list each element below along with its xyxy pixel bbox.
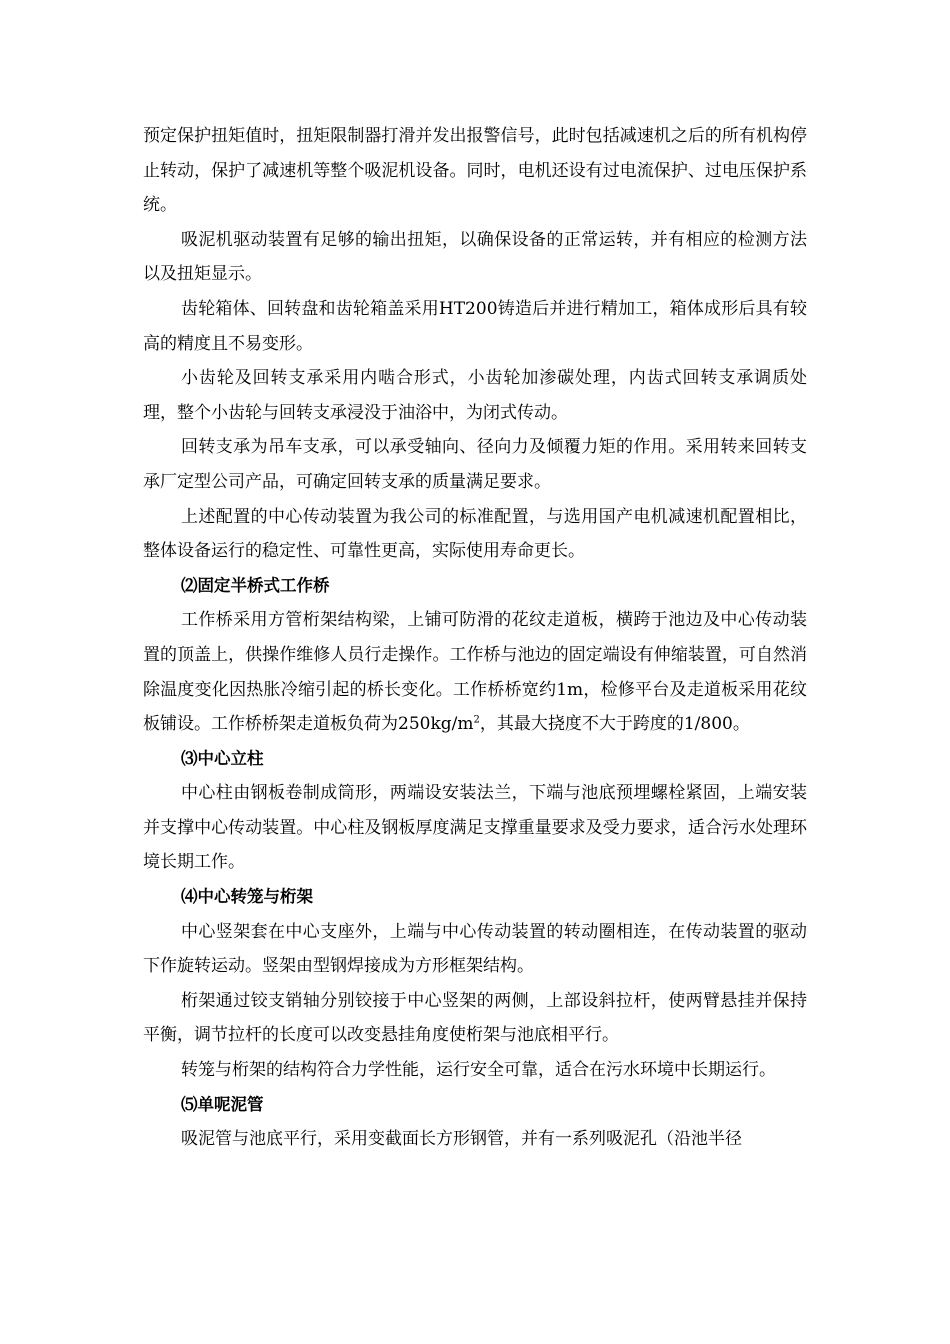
section-heading: ⑵固定半桥式工作桥 xyxy=(181,575,330,595)
section-heading: ⑶中心立柱 xyxy=(181,748,264,768)
paragraph: 齿轮箱体、回转盘和齿轮箱盖采用HT200铸造后并进行精加工，箱体成形后具有较高的精度且不易变形。 xyxy=(143,298,807,354)
document-body xyxy=(143,119,807,1157)
paragraph: 吸泥管与池底平行，采用变截面长方形钢管，并有一系列吸泥孔（沿池半径 xyxy=(181,1129,742,1150)
paragraph: 小齿轮及回转支承采用内啮合形式，小齿轮加渗碳处理，内齿式回转支承调质处理，整个小齿轮与回转支承浸没于油浴中，为闭式传动。 xyxy=(143,368,807,423)
paragraph: 上述配置的中心传动装置为我公司的标准配置，与选用国产电机减速机配置相比，整体设备运行的稳定性、可靠性更高，实际使用寿命更长。 xyxy=(143,506,807,562)
section-heading: ⑸单呢泥管 xyxy=(181,1094,264,1114)
paragraph: 中心柱由钢板卷制成筒形，两端设安装法兰，下端与池底预埋螺栓紧固，上端安装并支撑中心传动装置。中心柱及钢板厚度满足支撑重量要求及受力要求，适合污水处理环境长期工作。 xyxy=(143,783,807,873)
paragraph xyxy=(143,603,807,741)
paragraph: 预定保护扭矩值时，扭矩限制器打滑并发出报警信号，此时包括减速机之后的所有机构停止转动，保护了减速机等整个吸泥机设备。同时，电机还设有过电流保护、过电压保护系统。 xyxy=(143,126,807,216)
paragraph-text: 工作桥采用方管桁架结构梁，上铺可防滑的花纹走道板，横跨于池边及中心传动装置的顶盖上，供操作维修人员行走操作。工作桥与池边的固定端设有伸缩装置，可自然消除温度变化因热胀冷缩引起的桥长变化。工作桥桥宽约1m，检修平台及走道板采用花纹板铺设。工作桥桥架走道板负荷为250kg/m xyxy=(143,610,807,735)
section-heading: ⑷中心转笼与桁架 xyxy=(181,887,313,907)
paragraph: 吸泥机驱动装置有足够的输出扭矩，以确保设备的正常运转，并有相应的检测方法以及扭矩显示。 xyxy=(143,229,807,285)
paragraph: 中心竖架套在中心支座外，上端与中心传动装置的转动圈相连，在传动装置的驱动下作旋转运动。竖架由型钢焊接成为方形框架结构。 xyxy=(143,921,807,977)
paragraph: 桁架通过铰支销轴分别铰接于中心竖架的两侧，上部设斜拉杆，使两臂悬挂并保持平衡，调节拉杆的长度可以改变悬挂角度使桁架与池底相平行。 xyxy=(143,990,807,1046)
paragraph: 转笼与桁架的结构符合力学性能，运行安全可靠，适合在污水环境中长期运行。 xyxy=(181,1060,776,1081)
paragraph: 回转支承为吊车支承，可以承受轴向、径向力及倾覆力矩的作用。采用转来回转支承厂定型公司产品，可确定回转支承的质量满足要求。 xyxy=(143,437,807,492)
paragraph-text: ，其最大挠度不大于跨度的1/800。 xyxy=(479,714,750,735)
superscript: 2 xyxy=(473,714,480,726)
